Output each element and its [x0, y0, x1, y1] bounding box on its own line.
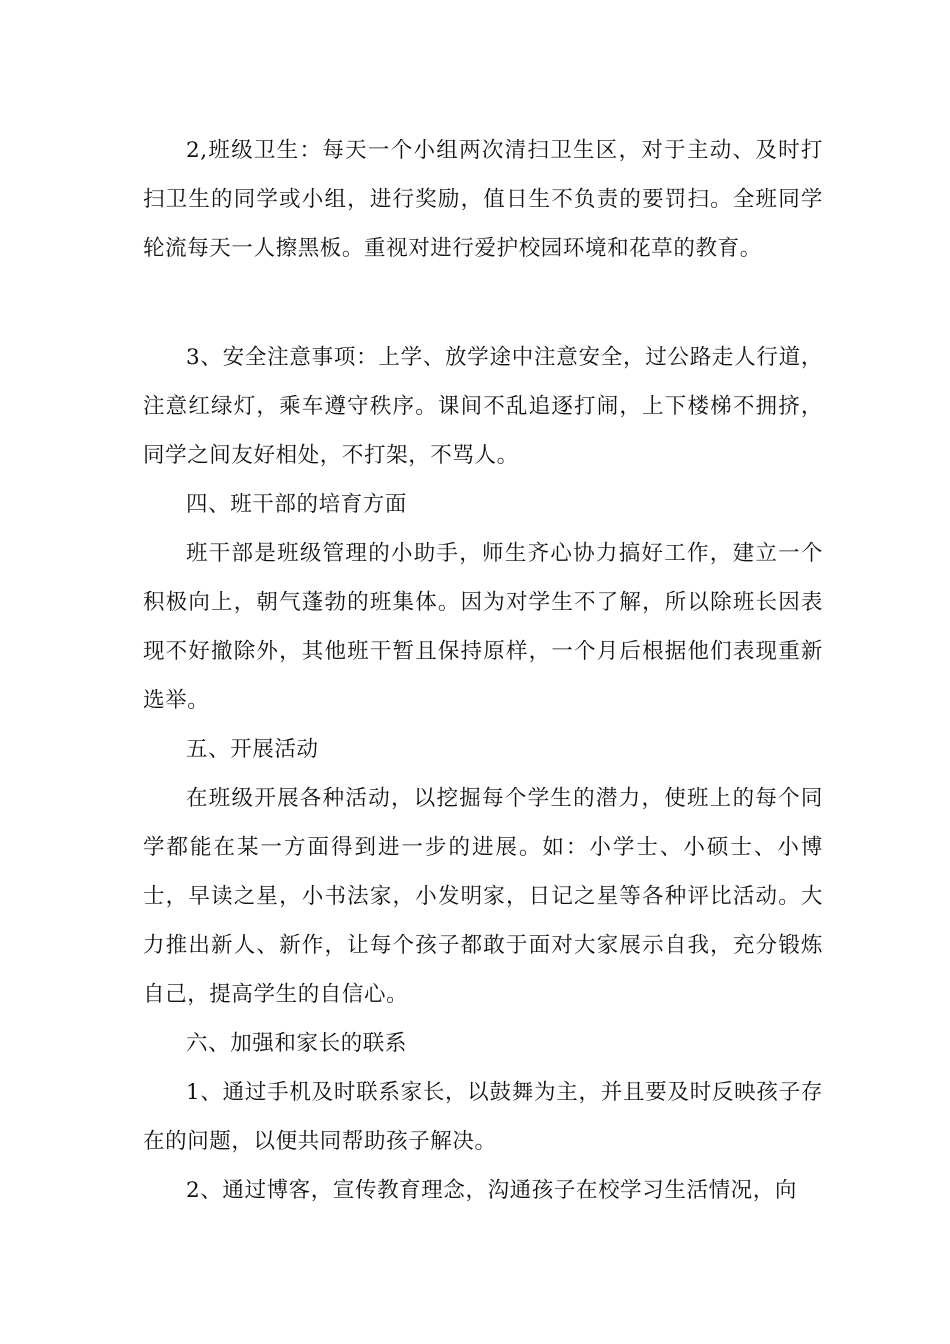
- heading-parent-contact: 六、加强和家长的联系: [186, 1031, 408, 1056]
- heading-activities: 五、开展活动: [186, 737, 319, 762]
- heading-class-cadres: 四、班干部的培育方面: [186, 492, 408, 517]
- paragraph-activities: 在班级开展各种活动，以挖掘每个学生的潜力，使班上的每个同学都能在某一方面得到进一步的进展。如：小学士、小硕士、小博士，早读之星，小书法家，小发明家，日记之星等各种评比活动。大力推出新人、新作，让每个孩子都敢于面对大家展示自我，充分锻炼自己，提高学生的自信心。: [143, 786, 823, 1007]
- paragraph-safety-notes: 3、安全注意事项：上学、放学途中注意安全，过公路走人行道，注意红绿灯，乘车遵守秩序。课间不乱追逐打闹，上下楼梯不拥挤，同学之间友好相处，不打架，不骂人。: [143, 345, 823, 468]
- paragraph-gap: [143, 273, 823, 333]
- paragraph-class-hygiene: 2,班级卫生：每天一个小组两次清扫卫生区，对于主动、及时打扫卫生的同学或小组，进行奖励，值日生不负责的要罚扫。全班同学轮流每天一人擦黑板。重视对进行爱护校园环境和花草的教育。: [143, 138, 823, 261]
- document-body: [143, 126, 823, 1215]
- paragraph-class-cadres: 班干部是班级管理的小助手，师生齐心协力搞好工作，建立一个积极向上，朝气蓬勃的班集体。因为对学生不了解，所以除班长因表现不好撤除外，其他班干暂且保持原样，一个月后根据他们表现重新选举。: [143, 541, 823, 713]
- paragraph-parent-contact-phone: 1、通过手机及时联系家长，以鼓舞为主，并且要及时反映孩子存在的问题，以便共同帮助孩子解决。: [143, 1080, 823, 1154]
- paragraph-parent-contact-blog: 2、通过博客，宣传教育理念，沟通孩子在校学习生活情况，向: [186, 1178, 797, 1203]
